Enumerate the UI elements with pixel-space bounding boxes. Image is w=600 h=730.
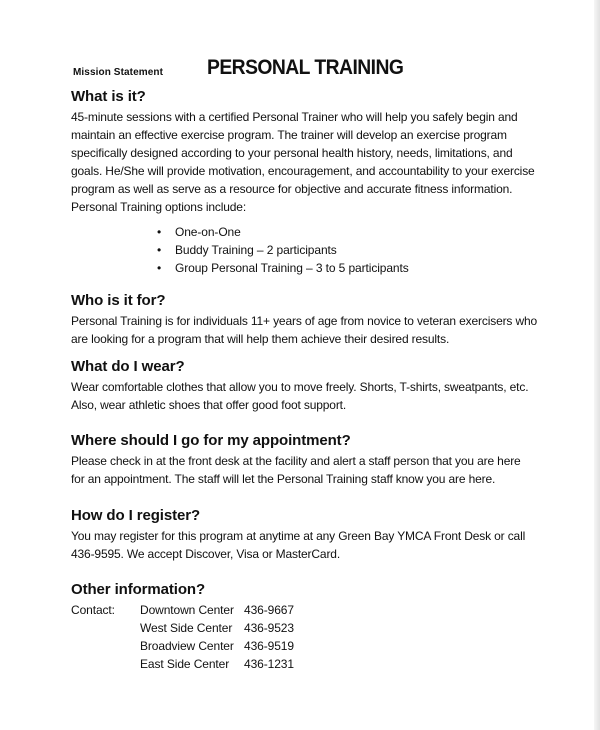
table-row xyxy=(71,637,294,655)
section-heading: What do I wear? xyxy=(71,358,185,375)
option-text: Buddy Training – 2 participants xyxy=(175,243,337,257)
center-phone: 436-9667 xyxy=(244,603,294,617)
section-heading: Who is it for? xyxy=(71,292,166,309)
body-line: goals. He/She will provide motivation, encouragement, and accountability to your exercise xyxy=(71,164,535,178)
body-line: for an appointment. The staff will let the Personal Training staff know you are here. xyxy=(71,472,496,486)
body-line: Personal Training options include: xyxy=(71,200,247,214)
body-line: You may register for this program at anytime at any Green Bay YMCA Front Desk or call xyxy=(71,529,526,543)
list-item xyxy=(157,259,551,277)
body-line: are looking for a program that will help them achieve their desired results. xyxy=(71,332,450,346)
center-phone: 436-1231 xyxy=(244,657,294,671)
document-title: PERSONAL TRAINING xyxy=(207,56,404,79)
body-line: specifically designed according to your personal health history, needs, limitations, and xyxy=(71,146,513,160)
body-line: Personal Training is for individuals 11+ years of age from novice to veteran exercisers who xyxy=(71,314,538,328)
bullet-icon: • xyxy=(157,225,162,239)
mission-statement-label: Mission Statement xyxy=(73,67,164,78)
center-name: Downtown Center xyxy=(140,603,234,617)
center-name: West Side Center xyxy=(140,621,233,635)
section-what-do-i-wear xyxy=(71,358,551,414)
body-line: Also, wear athletic shoes that offer good foot support. xyxy=(71,398,347,412)
document-header xyxy=(73,56,553,86)
bullet-icon: • xyxy=(157,261,162,275)
table-row xyxy=(71,601,294,619)
body-line: 45-minute sessions with a certified Personal Trainer who will help you safely begin and xyxy=(71,110,518,124)
section-what-is-it xyxy=(71,88,551,277)
body-line: Wear comfortable clothes that allow you to move freely. Shorts, T-shirts, sweatpants, etc. xyxy=(71,380,529,394)
center-phone: 436-9519 xyxy=(244,639,294,653)
option-text: One-on-One xyxy=(175,225,241,239)
body-line: Please check in at the front desk at the facility and alert a staff person that you are here xyxy=(71,454,521,468)
list-item xyxy=(157,241,551,259)
body-line: maintain an effective exercise program. The trainer will develop an exercise program xyxy=(71,128,507,142)
section-heading: How do I register? xyxy=(71,507,201,524)
option-text: Group Personal Training – 3 to 5 participants xyxy=(175,261,409,275)
bullet-icon: • xyxy=(157,243,162,257)
body-line: 436-9595. We accept Discover, Visa or MasterCard. xyxy=(71,547,341,561)
section-how-to-register xyxy=(71,507,551,563)
section-heading: Where should I go for my appointment? xyxy=(71,432,351,449)
table-row xyxy=(71,619,294,637)
contact-table xyxy=(71,601,294,673)
section-heading: Other information? xyxy=(71,581,206,598)
center-name: Broadview Center xyxy=(140,639,234,653)
section-other-information xyxy=(71,581,551,673)
training-options-list xyxy=(157,223,551,277)
contact-label: Contact: xyxy=(71,603,115,617)
list-item xyxy=(157,223,551,241)
center-phone: 436-9523 xyxy=(244,621,294,635)
page-edge-shadow xyxy=(594,0,600,730)
section-who-is-it-for xyxy=(71,292,551,348)
section-heading: What is it? xyxy=(71,88,146,105)
table-row xyxy=(71,655,294,673)
section-where-to-go xyxy=(71,432,551,488)
center-name: East Side Center xyxy=(140,657,230,671)
body-line: program as well as serve as a resource for objective and accurate fitness information. xyxy=(71,182,513,196)
